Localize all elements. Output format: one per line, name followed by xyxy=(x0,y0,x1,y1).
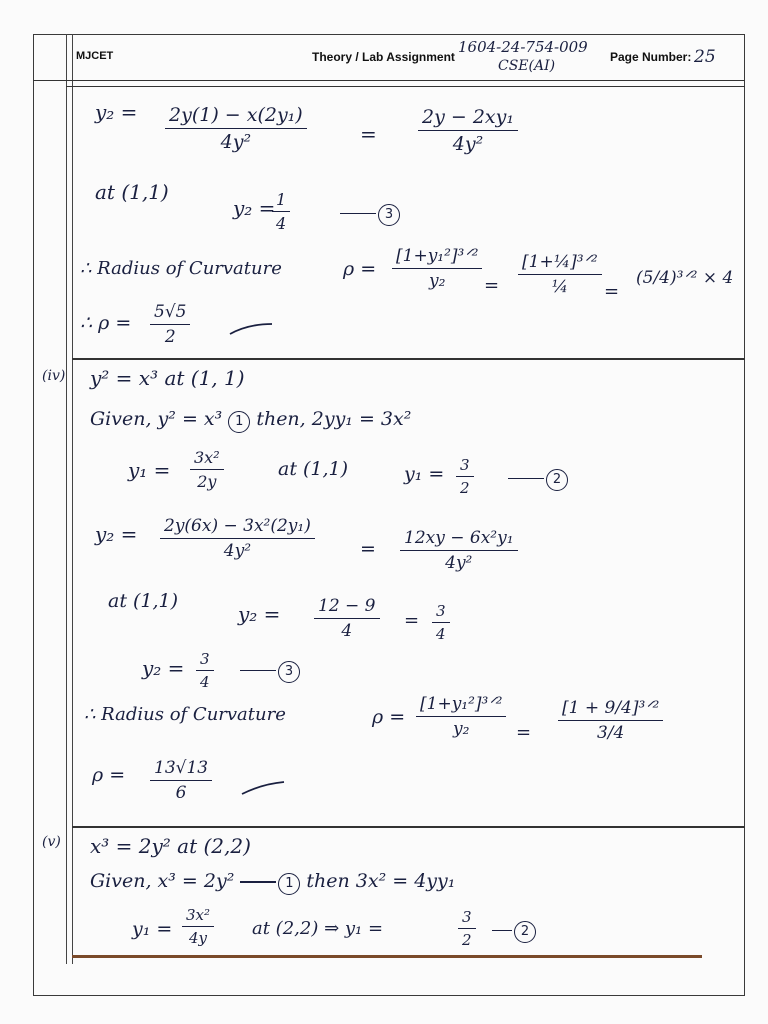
iv-result-den: 6 xyxy=(175,783,187,803)
iv-y2-label: y₂ = xyxy=(95,522,138,546)
y2-numerator-2: 2y − 2xy₁ xyxy=(418,106,518,131)
iv-radius-text: ∴ Radius of Curvature xyxy=(84,704,286,725)
iv-radius-den: y₂ xyxy=(452,719,470,739)
iv-radius-num: [1+y₁²]³ᐟ² xyxy=(416,694,506,717)
radius-num: [1+y₁²]³ᐟ² xyxy=(392,246,482,269)
iv-radius-num-2: [1 + 9/4]³ᐟ² xyxy=(558,698,663,721)
y2-value-num: 1 xyxy=(272,190,290,212)
check-stroke xyxy=(228,318,276,338)
result-label: ∴ ρ = xyxy=(80,312,132,334)
iv-rho-label: ρ = xyxy=(372,706,406,728)
iv-y2-res-label: y₂ = xyxy=(142,656,185,680)
result-fraction xyxy=(150,302,190,347)
header-rule xyxy=(33,80,745,81)
iv-y2-at-fnum: 3 xyxy=(432,602,450,623)
circle-1: 1 xyxy=(228,411,250,433)
radius-num-2: [1+¼]³ᐟ² xyxy=(518,252,602,275)
iv-result-num: 13√13 xyxy=(150,758,212,781)
v-y1-label: y₁ = xyxy=(132,918,173,940)
y2-value-label: y₂ = xyxy=(233,196,276,220)
iv-radius-fraction-2 xyxy=(558,698,663,743)
y2-value-fraction xyxy=(272,190,290,233)
header-rule-2 xyxy=(66,86,745,87)
iv-y2-fraction xyxy=(160,516,315,561)
iv-radius-eq-2: = xyxy=(516,722,532,743)
part-v-label: (v) xyxy=(42,834,61,850)
v-y1-at: at (2,2) ⇒ y₁ = xyxy=(252,918,384,939)
y1-den: 2y xyxy=(197,472,217,491)
bottom-rule xyxy=(72,955,702,958)
v-y1-den: 4y xyxy=(189,929,208,947)
circle-3: 3 xyxy=(378,204,400,226)
at-point: at (1,1) xyxy=(95,180,169,204)
v-y1-num: 3x² xyxy=(182,906,214,927)
iv-radius-den-2: 3/4 xyxy=(596,723,625,743)
college-name: MJCET xyxy=(76,50,114,62)
iv-y2-at-num: 12 − 9 xyxy=(314,596,380,619)
y2-numerator: 2y(1) − x(2y₁) xyxy=(165,104,307,129)
y1-value-fraction xyxy=(456,456,474,497)
iv-y2-at-eq: = xyxy=(404,610,420,631)
iv-y2-res-den: 4 xyxy=(200,673,210,691)
iv-y2-num: 2y(6x) − 3x²(2y₁) xyxy=(160,516,315,539)
v-circle-1: 1 xyxy=(278,873,300,895)
y2-fraction-2 xyxy=(418,106,518,155)
y1-label: y₁ = xyxy=(128,458,171,482)
eq-ref-2 xyxy=(508,468,568,491)
radius-fraction-2 xyxy=(518,252,602,297)
margin-line-left-2 xyxy=(72,34,73,964)
y2-denominator: 4y² xyxy=(220,131,252,153)
iv-y2-at-den: 4 xyxy=(341,621,353,641)
iv-result-fraction xyxy=(150,758,212,803)
iv-y2-at-final xyxy=(432,602,450,643)
result-num: 5√5 xyxy=(150,302,190,325)
iv-at-point: at (1,1) xyxy=(108,590,179,612)
radius-fraction xyxy=(392,246,482,291)
section-rule-iv xyxy=(72,358,745,360)
margin-line-left-1 xyxy=(66,34,67,964)
part-iv-given xyxy=(90,408,411,433)
y1-value-den: 2 xyxy=(460,479,470,497)
radius-final: (5/4)³ᐟ² × 4 xyxy=(636,268,734,288)
radius-den-2: ¼ xyxy=(551,277,569,297)
v-given-text: Given, x³ = 2y² xyxy=(90,870,241,892)
result-den: 2 xyxy=(164,327,176,347)
radius-eq-3: = xyxy=(604,281,620,302)
iv-y2-den-2: 4y² xyxy=(445,553,473,573)
y1-fraction xyxy=(190,448,224,491)
y1-value-label: y₁ = xyxy=(404,463,445,485)
page-number: 25 xyxy=(694,47,716,67)
iv-result-label: ρ = xyxy=(92,764,126,786)
radius-eq-2: = xyxy=(484,275,500,296)
eq-ref-3 xyxy=(340,203,400,226)
radius-text: ∴ Radius of Curvature xyxy=(80,258,282,279)
v-given-then: then 3x² = 4yy₁ xyxy=(300,870,456,892)
iv-y2-num-2: 12xy − 6x²y₁ xyxy=(400,528,518,551)
iv-y2-at-fden: 4 xyxy=(436,625,446,643)
y1-value-num: 3 xyxy=(456,456,474,477)
y1-at: at (1,1) xyxy=(278,458,349,480)
circle-2: 2 xyxy=(546,469,568,491)
part-iv-problem: y² = x³ at (1, 1) xyxy=(90,366,245,390)
equals: = xyxy=(360,122,377,146)
v-y1-value-den: 2 xyxy=(462,931,472,949)
iv-y2-at-fraction xyxy=(314,596,380,641)
y2-value-den: 4 xyxy=(276,214,287,233)
assignment-title: Theory / Lab Assignment xyxy=(312,50,455,64)
given-then: then, 2yy₁ = 3x² xyxy=(250,408,412,430)
given-text: Given, y² = x³ xyxy=(90,408,229,430)
v-y1-value-fraction xyxy=(458,908,476,949)
iv-y2-res-num: 3 xyxy=(196,650,214,671)
v-eq-ref-2 xyxy=(492,920,536,943)
iv-y2-at-label: y₂ = xyxy=(238,602,281,626)
branch: CSE(AI) xyxy=(498,58,556,74)
iv-equals: = xyxy=(360,538,376,560)
y1-num: 3x² xyxy=(190,448,224,470)
part-v-given xyxy=(90,870,455,895)
iv-radius-fraction xyxy=(416,694,506,739)
roll-number: 1604-24-754-009 xyxy=(458,38,588,56)
section-rule-v xyxy=(72,826,745,828)
y2-denominator-2: 4y² xyxy=(452,133,484,155)
part-iv-label: (iv) xyxy=(42,368,66,384)
part-v-problem: x³ = 2y² at (2,2) xyxy=(90,834,251,858)
circle-3-iv: 3 xyxy=(278,661,300,683)
iv-y2-res-fraction xyxy=(196,650,214,691)
iv-y2-fraction-2 xyxy=(400,528,518,573)
v-y1-value-num: 3 xyxy=(458,908,476,929)
iv-y2-den: 4y² xyxy=(223,541,252,561)
y2-label: y₂ = xyxy=(95,100,138,124)
page-number-label: Page Number: xyxy=(610,50,692,64)
radius-den: y₂ xyxy=(428,271,446,291)
rho-label: ρ = xyxy=(343,258,377,280)
v-y1-fraction xyxy=(182,906,214,947)
v-circle-2: 2 xyxy=(514,921,536,943)
eq-ref-3-iv xyxy=(240,660,300,683)
y2-fraction xyxy=(165,104,307,153)
check-stroke-iv xyxy=(240,778,288,798)
